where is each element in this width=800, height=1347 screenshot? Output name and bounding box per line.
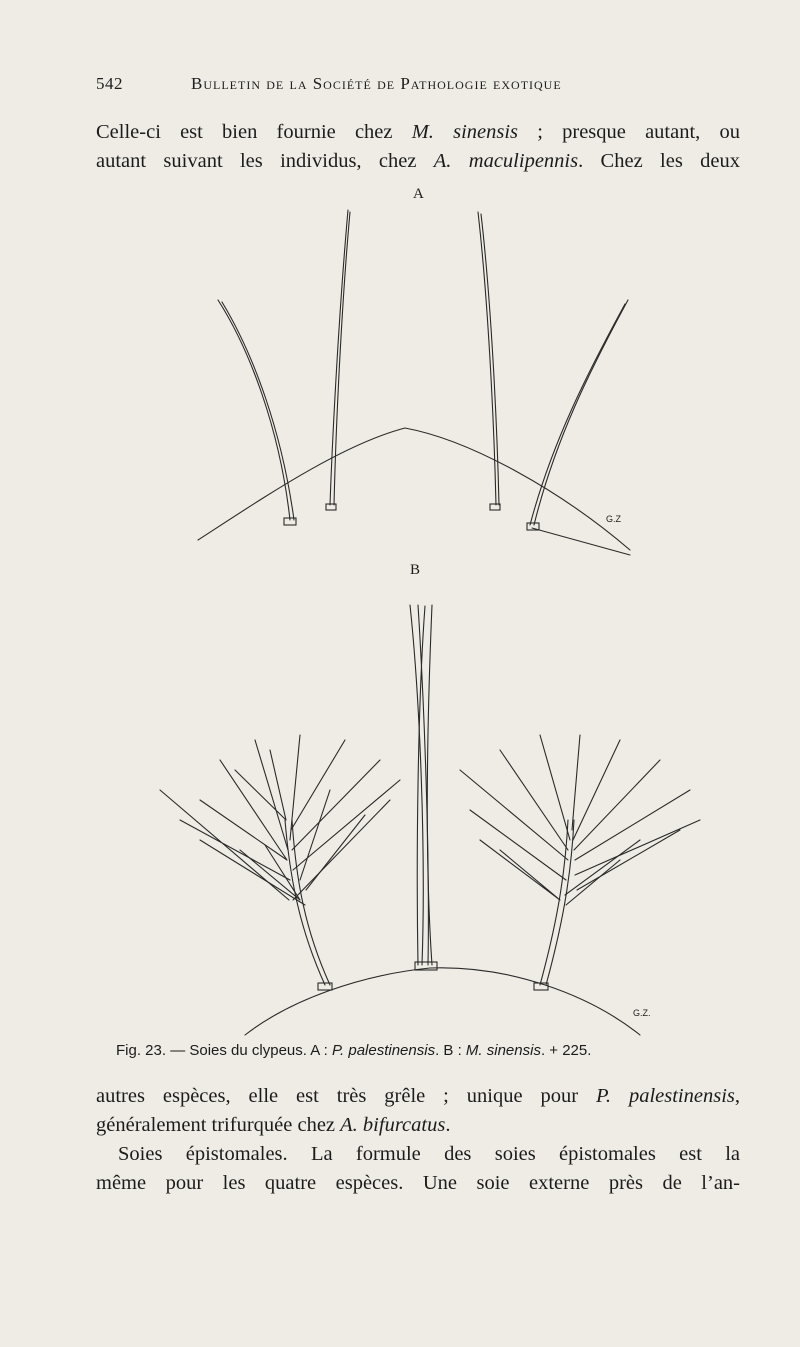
- text-run: autant suivant les individus, chez: [96, 150, 434, 172]
- text-line: [96, 1111, 740, 1140]
- clypeus-outline-b: [245, 968, 640, 1035]
- species-name: P. palestinensis: [596, 1085, 735, 1107]
- artist-initials-a: G.Z: [606, 514, 621, 524]
- seta-a1: [218, 300, 290, 520]
- species-name: P. palestinensis: [331, 1042, 436, 1059]
- figure-label-a: A: [413, 186, 425, 202]
- seta-a4-tail: [532, 528, 630, 555]
- caption-text: Fig. 23. — Soies du clypeus. A :: [116, 1042, 332, 1059]
- running-title: Bulletin de la Société de Pathologie exotique: [191, 74, 562, 93]
- branched-seta-left: [285, 820, 325, 985]
- artist-initials-b: G.Z.: [633, 1008, 651, 1018]
- seta-a4: [534, 300, 628, 525]
- bottom-paragraph: [96, 1082, 740, 1198]
- page-number: 542: [96, 74, 123, 93]
- text-run: . Chez les deux: [578, 150, 740, 172]
- figure-caption: [116, 1042, 726, 1059]
- species-name: A. maculipennis: [433, 150, 579, 172]
- text-run: ; presque autant, ou: [518, 121, 740, 143]
- text-run: .: [445, 1114, 451, 1136]
- text-run: généralement trifurquée chez: [96, 1114, 341, 1136]
- species-name: A. bifurcatus: [340, 1114, 446, 1136]
- caption-text: . + 225.: [540, 1042, 592, 1059]
- clypeus-outline-a: [198, 428, 630, 550]
- species-name: M. sinensis: [411, 121, 519, 143]
- text-run: Celle-ci est bien fournie chez: [96, 121, 412, 143]
- caption-text: . B :: [435, 1042, 466, 1059]
- figure-label-b: B: [410, 562, 422, 578]
- seta-a2: [330, 210, 348, 505]
- text-line: même pour les quatre espèces. Une soie externe près de l’an-: [96, 1172, 740, 1194]
- text-line: [96, 1082, 740, 1111]
- text-run: ,: [734, 1085, 741, 1107]
- text-run: autres espèces, elle est très grêle ; unique pour: [96, 1085, 597, 1107]
- species-name: M. sinensis: [465, 1042, 541, 1059]
- text-line: Soies épistomales. La formule des soies épistomales est la: [118, 1143, 740, 1165]
